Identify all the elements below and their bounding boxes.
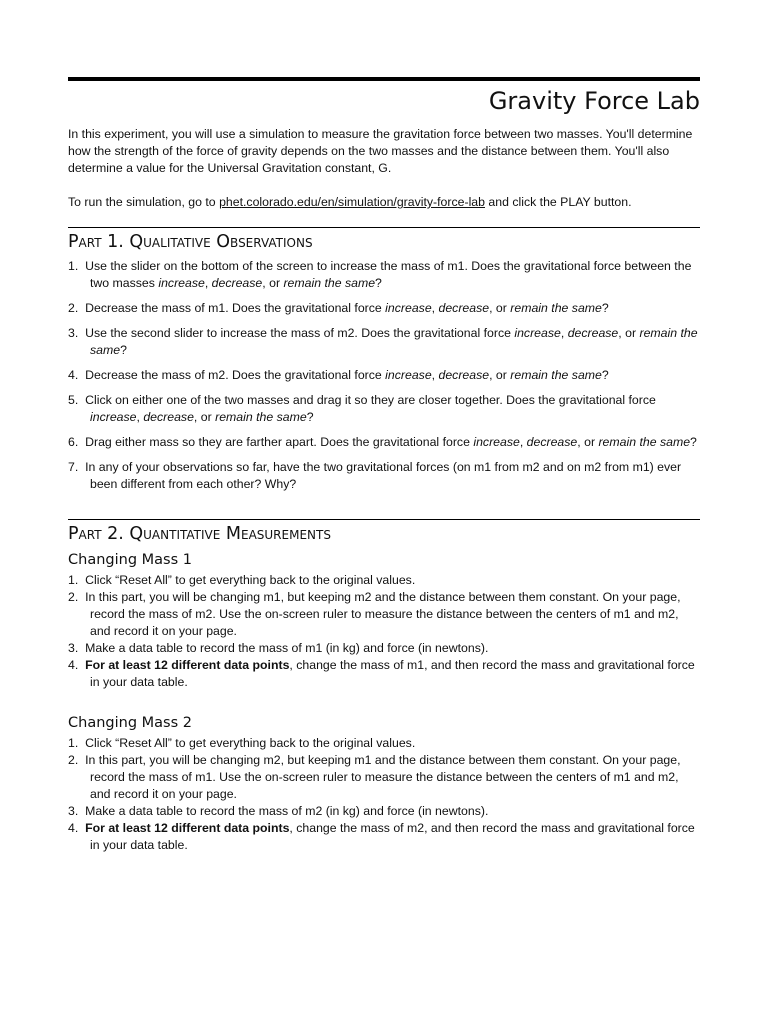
list-item: 3. Make a data table to record the mass of m2 (in kg) and force (in newtons). [68, 804, 489, 818]
section-rule [68, 227, 700, 228]
list-item: 3. Make a data table to record the mass of m1 (in kg) and force (in newtons). [68, 641, 489, 655]
list-item: 6. Drag either mass so they are farther apart. Does the gravitational force increase, decrease, or remain the same? [68, 435, 697, 449]
simulation-link[interactable]: phet.colorado.edu/en/simulation/gravity-force-lab [219, 195, 485, 209]
part1-title: Part 1. Qualitative Observations [68, 232, 313, 252]
part2-title: Part 2. Quantitative Measurements [68, 524, 331, 544]
list-item: 4. For at least 12 different data points, change the mass of m1, and then record the mass and gravitational force in your data table. [68, 658, 695, 689]
list-item: 4. For at least 12 different data points, change the mass of m2, and then record the mass and gravitational force in your data table. [68, 821, 695, 852]
page-title: Gravity Force Lab [488, 87, 700, 115]
document-page [68, 77, 700, 854]
list-item: 2. Decrease the mass of m1. Does the gravitational force increase, decrease, or remain the same? [68, 301, 609, 315]
run-instructions [68, 194, 700, 211]
list-item: 2. In this part, you will be changing m1, but keeping m2 and the distance between them constant. On your page, record the mass of m2. Use the on-screen ruler to measure the distance between the centers of m1 and m2, and record it on your page. [68, 590, 681, 638]
part1-questions [68, 258, 700, 493]
list-item: 1. Click “Reset All” to get everything back to the original values. [68, 573, 416, 587]
run-prefix: To run the simulation, go to [68, 195, 220, 209]
changing-mass-1-title: Changing Mass 1 [68, 552, 192, 568]
list-item: 4. Decrease the mass of m2. Does the gravitational force increase, decrease, or remain the same? [68, 368, 609, 382]
changing-mass-2-title: Changing Mass 2 [68, 715, 192, 731]
list-item: 7. In any of your observations so far, have the two gravitational forces (on m1 from m2 and on m2 from m1) ever been different from each other? Why? [68, 460, 682, 491]
list-item: 1. Use the slider on the bottom of the screen to increase the mass of m1. Does the gravitational force between the two masses increase, decrease, or remain the same? [68, 259, 692, 290]
mass1-steps [68, 572, 700, 691]
top-rule [68, 77, 700, 81]
intro-paragraph: In this experiment, you will use a simulation to measure the gravitation force between two masses. You'll determine how the strength of the force of gravity depends on the two masses and the distance between them. You'll also determine a value for the Universal Gravitation constant, G. [68, 127, 693, 175]
list-item: 1. Click “Reset All” to get everything back to the original values. [68, 736, 416, 750]
section-rule [68, 519, 700, 520]
list-item: 5. Click on either one of the two masses and drag it so they are closer together. Does the gravitational force increase, decrease, or remain the same? [68, 393, 656, 424]
run-suffix: and click the PLAY button. [484, 195, 632, 209]
mass2-steps [68, 735, 700, 854]
list-item: 2. In this part, you will be changing m2, but keeping m1 and the distance between them constant. On your page, record the mass of m1. Use the on-screen ruler to measure the distance between the centers of m1 and m2, and record it on your page. [68, 753, 681, 801]
list-item: 3. Use the second slider to increase the mass of m2. Does the gravitational force increase, decrease, or remain the same? [68, 326, 698, 357]
